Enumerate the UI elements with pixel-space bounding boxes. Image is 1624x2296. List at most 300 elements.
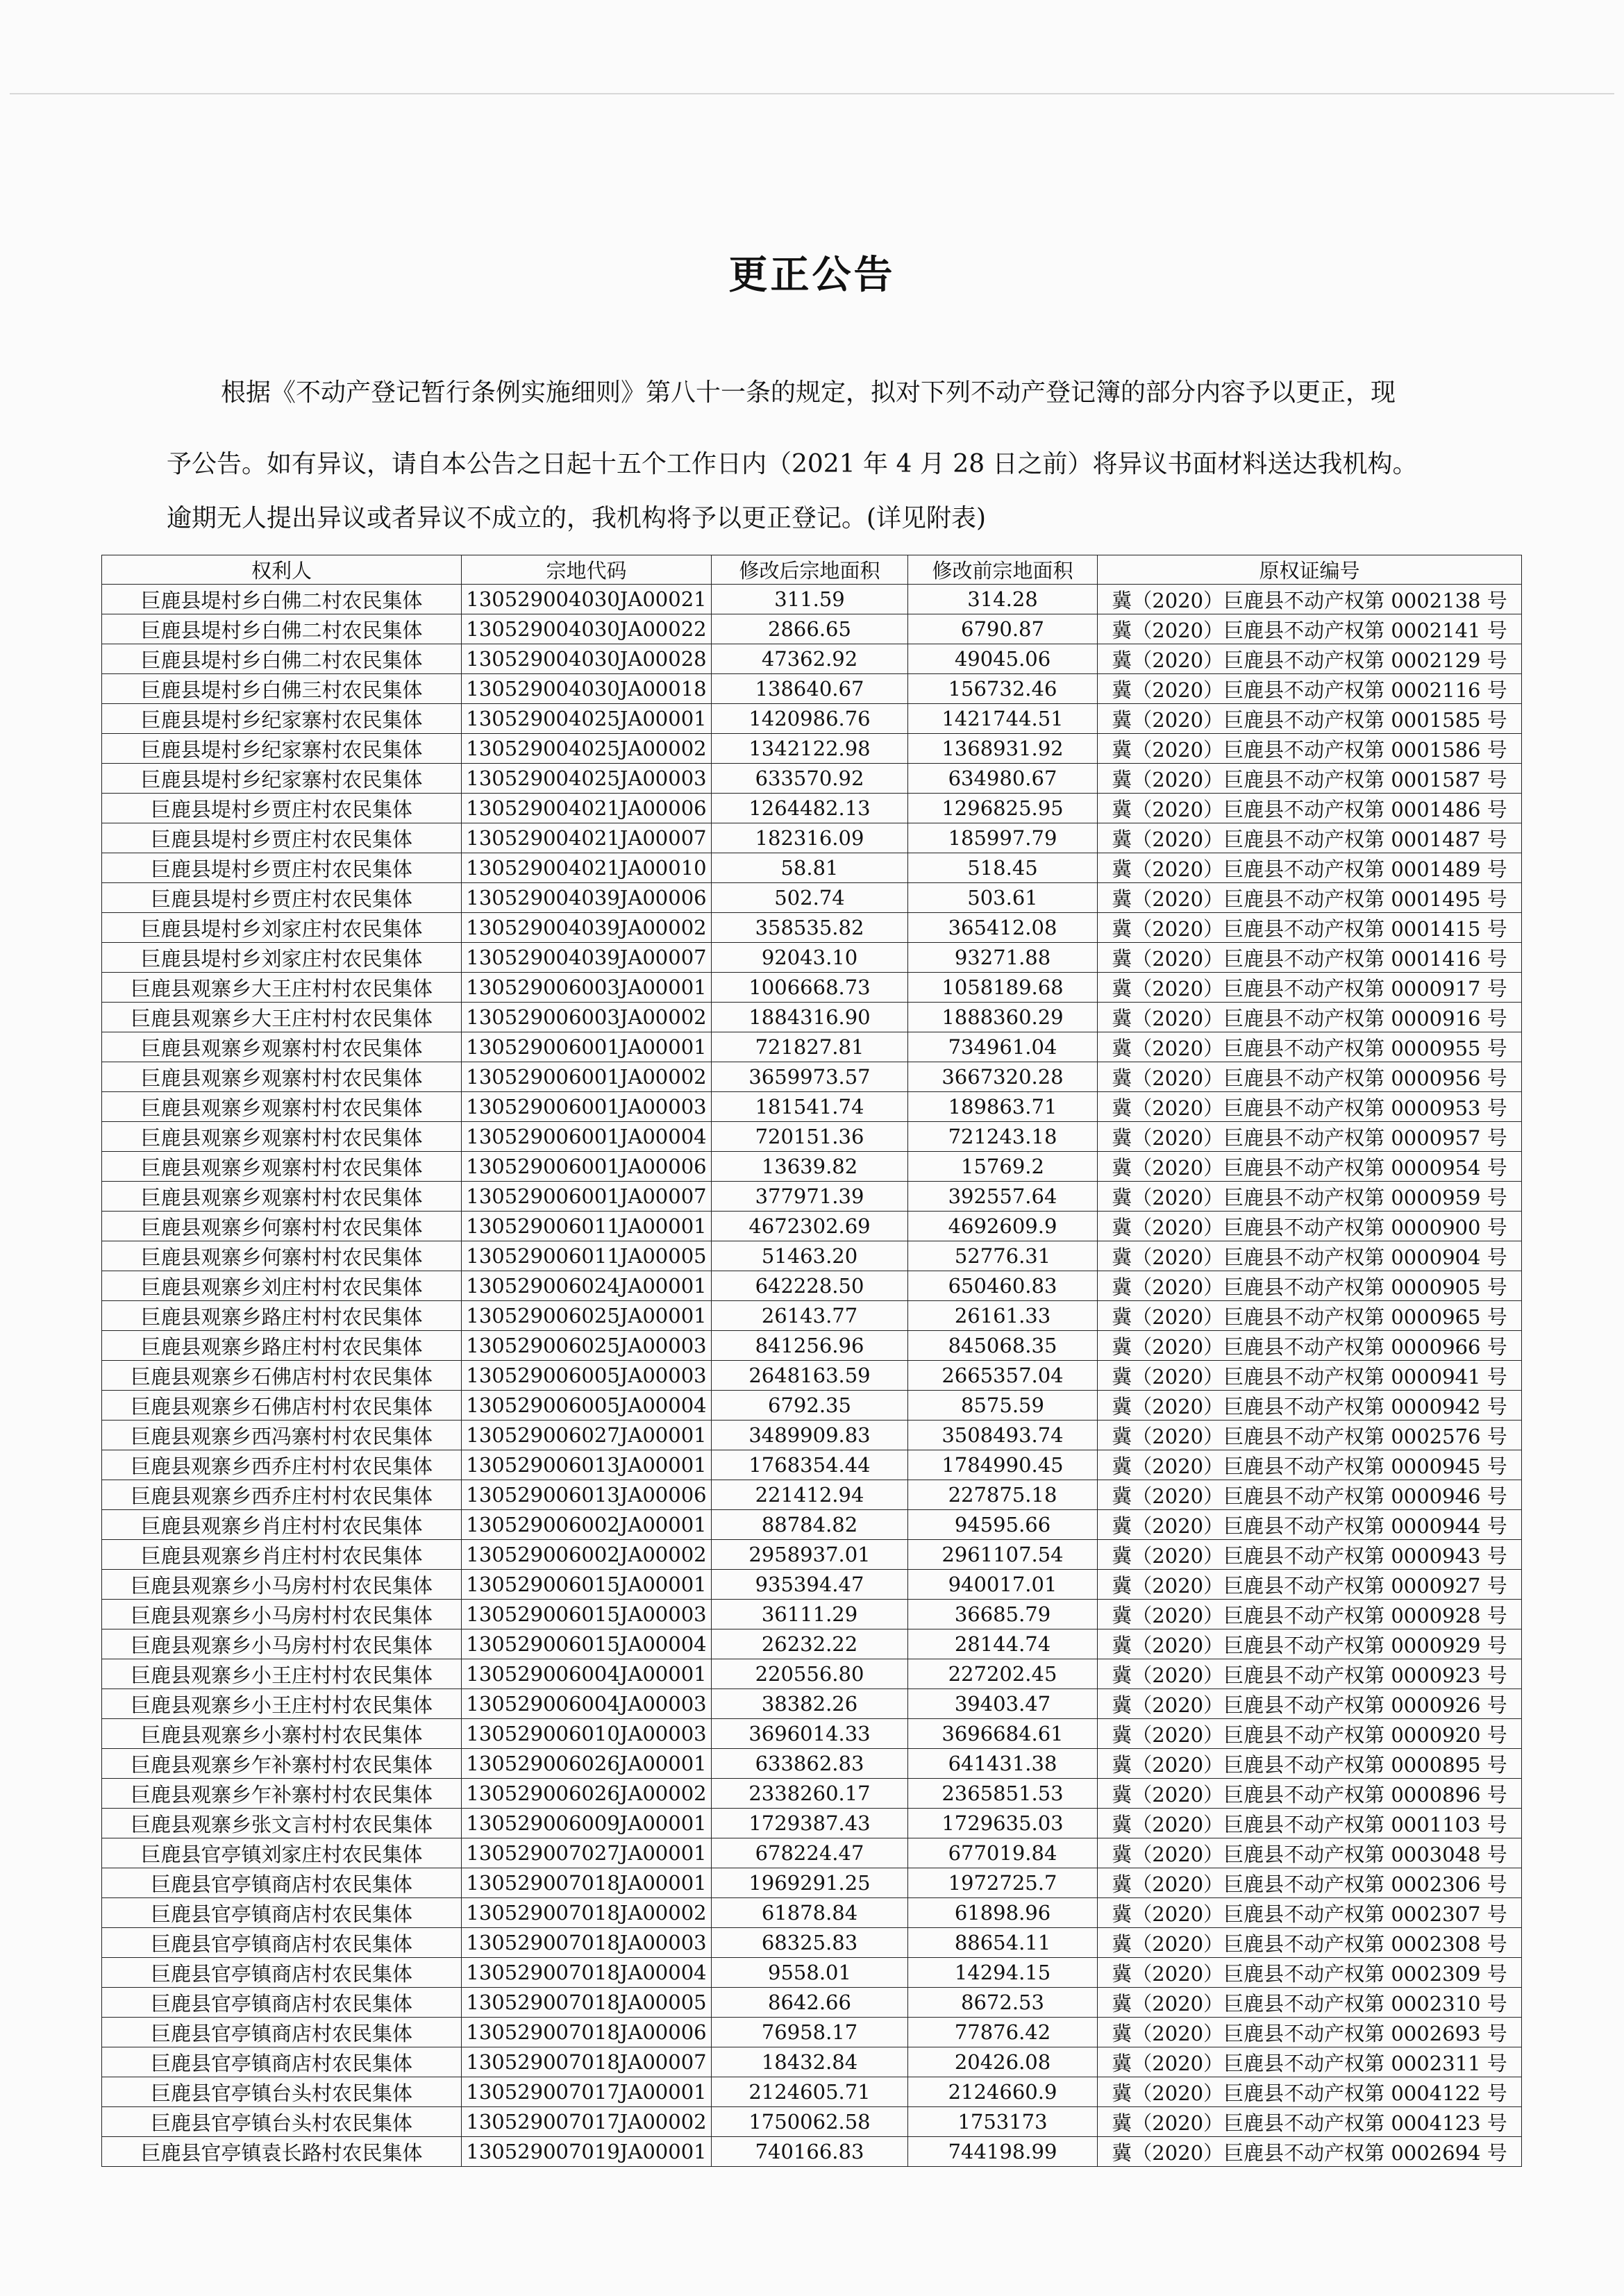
- cell-parcel-code: 130529006002JA00002: [462, 1540, 712, 1570]
- cell-area-after: 1969291.25: [712, 1868, 908, 1898]
- cell-owner: 巨鹿县观寨乡路庄村村农民集体: [102, 1301, 462, 1331]
- cell-area-before: 3667320.28: [908, 1062, 1098, 1092]
- cell-certificate-no: 冀（2020）巨鹿县不动产权第 0004123 号: [1098, 2107, 1522, 2137]
- table-row: [102, 1838, 1522, 1868]
- cell-area-after: 26143.77: [712, 1301, 908, 1331]
- cell-area-before: 39403.47: [908, 1689, 1098, 1719]
- cell-parcel-code: 130529004030JA00022: [462, 614, 712, 644]
- cell-owner: 巨鹿县观寨乡观寨村村农民集体: [102, 1152, 462, 1182]
- cell-parcel-code: 130529006001JA00006: [462, 1152, 712, 1182]
- cell-owner: 巨鹿县官亭镇商店村农民集体: [102, 2018, 462, 2047]
- cell-area-before: 3696684.61: [908, 1719, 1098, 1749]
- cell-certificate-no: 冀（2020）巨鹿县不动产权第 0000927 号: [1098, 1570, 1522, 1600]
- cell-certificate-no: 冀（2020）巨鹿县不动产权第 0002129 号: [1098, 644, 1522, 674]
- cell-certificate-no: 冀（2020）巨鹿县不动产权第 0000923 号: [1098, 1659, 1522, 1689]
- cell-parcel-code: 130529007018JA00002: [462, 1898, 712, 1928]
- cell-area-after: 2648163.59: [712, 1361, 908, 1391]
- cell-certificate-no: 冀（2020）巨鹿县不动产权第 0000895 号: [1098, 1749, 1522, 1779]
- cell-area-before: 1888360.29: [908, 1003, 1098, 1032]
- cell-parcel-code: 130529006001JA00004: [462, 1122, 712, 1152]
- cell-owner: 巨鹿县官亭镇商店村农民集体: [102, 1958, 462, 1988]
- cell-area-before: 1729635.03: [908, 1809, 1098, 1838]
- cell-area-before: 227875.18: [908, 1480, 1098, 1510]
- cell-area-after: 51463.20: [712, 1241, 908, 1271]
- table-row: [102, 1749, 1522, 1779]
- table-row: [102, 1689, 1522, 1719]
- cell-area-before: 4692609.9: [908, 1212, 1098, 1241]
- cell-owner: 巨鹿县官亭镇商店村农民集体: [102, 1928, 462, 1958]
- cell-certificate-no: 冀（2020）巨鹿县不动产权第 0000965 号: [1098, 1301, 1522, 1331]
- cell-area-before: 1972725.7: [908, 1868, 1098, 1898]
- cell-parcel-code: 130529006003JA00001: [462, 973, 712, 1003]
- cell-area-before: 88654.11: [908, 1928, 1098, 1958]
- cell-parcel-code: 130529006015JA00001: [462, 1570, 712, 1600]
- cell-certificate-no: 冀（2020）巨鹿县不动产权第 0002694 号: [1098, 2137, 1522, 2167]
- cell-area-before: 1421744.51: [908, 704, 1098, 734]
- cell-certificate-no: 冀（2020）巨鹿县不动产权第 0000905 号: [1098, 1271, 1522, 1301]
- cell-parcel-code: 130529007019JA00001: [462, 2137, 712, 2167]
- cell-area-before: 8575.59: [908, 1391, 1098, 1421]
- cell-area-after: 61878.84: [712, 1898, 908, 1928]
- notice-paragraph-line-1: 根据《不动产登记暂行条例实施细则》第八十一条的规定，拟对下列不动产登记簿的部分内容予以更正，现: [221, 378, 1396, 407]
- cell-owner: 巨鹿县观寨乡乍补寨村村农民集体: [102, 1779, 462, 1809]
- cell-certificate-no: 冀（2020）巨鹿县不动产权第 0002309 号: [1098, 1958, 1522, 1988]
- cell-area-before: 36685.79: [908, 1600, 1098, 1629]
- table-row: [102, 644, 1522, 674]
- cell-area-before: 3508493.74: [908, 1421, 1098, 1450]
- table-header-row: [102, 555, 1522, 585]
- table-row: [102, 1391, 1522, 1421]
- cell-area-before: 52776.31: [908, 1241, 1098, 1271]
- cell-certificate-no: 冀（2020）巨鹿县不动产权第 0000900 号: [1098, 1212, 1522, 1241]
- cell-parcel-code: 130529007027JA00001: [462, 1838, 712, 1868]
- cell-parcel-code: 130529007018JA00003: [462, 1928, 712, 1958]
- table-row: [102, 1719, 1522, 1749]
- cell-area-before: 227202.45: [908, 1659, 1098, 1689]
- cell-parcel-code: 130529006027JA00001: [462, 1421, 712, 1450]
- cell-area-after: 13639.82: [712, 1152, 908, 1182]
- cell-area-before: 634980.67: [908, 764, 1098, 794]
- cell-owner: 巨鹿县官亭镇刘家庄村农民集体: [102, 1838, 462, 1868]
- cell-area-before: 314.28: [908, 585, 1098, 614]
- cell-certificate-no: 冀（2020）巨鹿县不动产权第 0000929 号: [1098, 1629, 1522, 1659]
- cell-certificate-no: 冀（2020）巨鹿县不动产权第 0000920 号: [1098, 1719, 1522, 1749]
- cell-area-after: 182316.09: [712, 823, 908, 853]
- cell-certificate-no: 冀（2020）巨鹿县不动产权第 0000904 号: [1098, 1241, 1522, 1271]
- cell-certificate-no: 冀（2020）巨鹿县不动产权第 0002576 号: [1098, 1421, 1522, 1450]
- cell-certificate-no: 冀（2020）巨鹿县不动产权第 0000954 号: [1098, 1152, 1522, 1182]
- table-row: [102, 674, 1522, 704]
- cell-area-after: 502.74: [712, 883, 908, 913]
- cell-area-after: 633862.83: [712, 1749, 908, 1779]
- cell-parcel-code: 130529006005JA00003: [462, 1361, 712, 1391]
- cell-owner: 巨鹿县堤村乡白佛二村农民集体: [102, 644, 462, 674]
- cell-owner: 巨鹿县观寨乡西乔庄村村农民集体: [102, 1480, 462, 1510]
- cell-owner: 巨鹿县观寨乡刘庄村村农民集体: [102, 1271, 462, 1301]
- table-row: [102, 1779, 1522, 1809]
- table-row: [102, 585, 1522, 614]
- cell-parcel-code: 130529006013JA00006: [462, 1480, 712, 1510]
- notice-paragraph-line-3: 逾期无人提出异议或者异议不成立的，我机构将予以更正登记。(详见附表): [167, 504, 987, 533]
- table-row: [102, 704, 1522, 734]
- table-row: [102, 823, 1522, 853]
- cell-area-after: 92043.10: [712, 943, 908, 973]
- cell-certificate-no: 冀（2020）巨鹿县不动产权第 0001415 号: [1098, 913, 1522, 943]
- cell-parcel-code: 130529004039JA00007: [462, 943, 712, 973]
- table-row: [102, 1540, 1522, 1570]
- cell-area-before: 14294.15: [908, 1958, 1098, 1988]
- table-row: [102, 1062, 1522, 1092]
- cell-area-after: 3696014.33: [712, 1719, 908, 1749]
- cell-parcel-code: 130529006004JA00001: [462, 1659, 712, 1689]
- table-row: [102, 1301, 1522, 1331]
- cell-area-after: 1768354.44: [712, 1450, 908, 1480]
- cell-area-after: 2338260.17: [712, 1779, 908, 1809]
- cell-parcel-code: 130529007018JA00005: [462, 1988, 712, 2018]
- cell-parcel-code: 130529006003JA00002: [462, 1003, 712, 1032]
- table-row: [102, 1928, 1522, 1958]
- cell-owner: 巨鹿县堤村乡贾庄村农民集体: [102, 883, 462, 913]
- cell-area-before: 2124660.9: [908, 2077, 1098, 2107]
- table-row: [102, 1331, 1522, 1361]
- cell-owner: 巨鹿县观寨乡小寨村村农民集体: [102, 1719, 462, 1749]
- table-row: [102, 1958, 1522, 1988]
- cell-certificate-no: 冀（2020）巨鹿县不动产权第 0002141 号: [1098, 614, 1522, 644]
- table-row: [102, 1600, 1522, 1629]
- table-row: [102, 764, 1522, 794]
- cell-area-after: 721827.81: [712, 1032, 908, 1062]
- cell-certificate-no: 冀（2020）巨鹿县不动产权第 0004122 号: [1098, 2077, 1522, 2107]
- cell-area-before: 365412.08: [908, 913, 1098, 943]
- cell-area-before: 20426.08: [908, 2047, 1098, 2077]
- scan-edge-line: [10, 93, 1614, 94]
- header-certificate-no: 原权证编号: [1098, 555, 1522, 585]
- page-title: 更正公告: [728, 253, 896, 298]
- cell-owner: 巨鹿县观寨乡大王庄村村农民集体: [102, 973, 462, 1003]
- cell-owner: 巨鹿县官亭镇商店村农民集体: [102, 1988, 462, 2018]
- cell-owner: 巨鹿县观寨乡何寨村村农民集体: [102, 1212, 462, 1241]
- header-area-before: 修改前宗地面积: [908, 555, 1098, 585]
- cell-area-before: 1058189.68: [908, 973, 1098, 1003]
- cell-area-before: 26161.33: [908, 1301, 1098, 1331]
- table-row: [102, 2077, 1522, 2107]
- table-row: [102, 913, 1522, 943]
- cell-owner: 巨鹿县官亭镇商店村农民集体: [102, 1898, 462, 1928]
- cell-owner: 巨鹿县堤村乡白佛二村农民集体: [102, 585, 462, 614]
- cell-owner: 巨鹿县观寨乡张文言村村农民集体: [102, 1809, 462, 1838]
- cell-parcel-code: 130529006015JA00003: [462, 1600, 712, 1629]
- table-row: [102, 1152, 1522, 1182]
- table-row: [102, 1421, 1522, 1450]
- table-row: [102, 1868, 1522, 1898]
- cell-parcel-code: 130529006025JA00003: [462, 1331, 712, 1361]
- cell-certificate-no: 冀（2020）巨鹿县不动产权第 0000959 号: [1098, 1182, 1522, 1212]
- cell-parcel-code: 130529004021JA00007: [462, 823, 712, 853]
- cell-owner: 巨鹿县观寨乡乍补寨村村农民集体: [102, 1749, 462, 1779]
- cell-parcel-code: 130529004030JA00028: [462, 644, 712, 674]
- cell-parcel-code: 130529007018JA00007: [462, 2047, 712, 2077]
- table-row: [102, 1032, 1522, 1062]
- table-row: [102, 1510, 1522, 1540]
- cell-parcel-code: 130529006001JA00007: [462, 1182, 712, 1212]
- cell-certificate-no: 冀（2020）巨鹿县不动产权第 0002311 号: [1098, 2047, 1522, 2077]
- cell-certificate-no: 冀（2020）巨鹿县不动产权第 0002307 号: [1098, 1898, 1522, 1928]
- cell-owner: 巨鹿县堤村乡白佛三村农民集体: [102, 674, 462, 704]
- cell-owner: 巨鹿县观寨乡西乔庄村村农民集体: [102, 1450, 462, 1480]
- cell-area-after: 1420986.76: [712, 704, 908, 734]
- cell-owner: 巨鹿县观寨乡大王庄村村农民集体: [102, 1003, 462, 1032]
- cell-owner: 巨鹿县堤村乡贾庄村农民集体: [102, 794, 462, 823]
- cell-area-before: 15769.2: [908, 1152, 1098, 1182]
- cell-certificate-no: 冀（2020）巨鹿县不动产权第 0001486 号: [1098, 794, 1522, 823]
- table-row: [102, 794, 1522, 823]
- cell-parcel-code: 130529007018JA00004: [462, 1958, 712, 1988]
- cell-parcel-code: 130529007017JA00001: [462, 2077, 712, 2107]
- cell-owner: 巨鹿县堤村乡贾庄村农民集体: [102, 853, 462, 883]
- cell-area-before: 94595.66: [908, 1510, 1098, 1540]
- cell-certificate-no: 冀（2020）巨鹿县不动产权第 0000944 号: [1098, 1510, 1522, 1540]
- cell-certificate-no: 冀（2020）巨鹿县不动产权第 0000966 号: [1098, 1331, 1522, 1361]
- table-row: [102, 943, 1522, 973]
- table-row: [102, 614, 1522, 644]
- cell-parcel-code: 130529004025JA00003: [462, 764, 712, 794]
- table-row: [102, 734, 1522, 764]
- cell-area-after: 720151.36: [712, 1122, 908, 1152]
- cell-area-after: 68325.83: [712, 1928, 908, 1958]
- cell-parcel-code: 130529006013JA00001: [462, 1450, 712, 1480]
- cell-owner: 巨鹿县观寨乡路庄村村农民集体: [102, 1331, 462, 1361]
- cell-area-after: 2958937.01: [712, 1540, 908, 1570]
- cell-area-before: 2665357.04: [908, 1361, 1098, 1391]
- cell-certificate-no: 冀（2020）巨鹿县不动产权第 0001489 号: [1098, 853, 1522, 883]
- cell-owner: 巨鹿县官亭镇袁长路村农民集体: [102, 2137, 462, 2167]
- cell-owner: 巨鹿县堤村乡刘家庄村农民集体: [102, 943, 462, 973]
- cell-certificate-no: 冀（2020）巨鹿县不动产权第 0002306 号: [1098, 1868, 1522, 1898]
- cell-area-before: 6790.87: [908, 614, 1098, 644]
- cell-certificate-no: 冀（2020）巨鹿县不动产权第 0002310 号: [1098, 1988, 1522, 2018]
- cell-parcel-code: 130529006009JA00001: [462, 1809, 712, 1838]
- cell-parcel-code: 130529007018JA00006: [462, 2018, 712, 2047]
- table-row: [102, 2047, 1522, 2077]
- cell-certificate-no: 冀（2020）巨鹿县不动产权第 0001103 号: [1098, 1809, 1522, 1838]
- table-row: [102, 1212, 1522, 1241]
- cell-owner: 巨鹿县观寨乡石佛店村村农民集体: [102, 1361, 462, 1391]
- cell-certificate-no: 冀（2020）巨鹿县不动产权第 0002308 号: [1098, 1928, 1522, 1958]
- table-row: [102, 1659, 1522, 1689]
- cell-area-before: 744198.99: [908, 2137, 1098, 2167]
- cell-area-after: 88784.82: [712, 1510, 908, 1540]
- cell-certificate-no: 冀（2020）巨鹿县不动产权第 0001586 号: [1098, 734, 1522, 764]
- table-row: [102, 1570, 1522, 1600]
- cell-area-after: 58.81: [712, 853, 908, 883]
- cell-owner: 巨鹿县观寨乡小马房村村农民集体: [102, 1600, 462, 1629]
- cell-parcel-code: 130529007018JA00001: [462, 1868, 712, 1898]
- cell-area-after: 841256.96: [712, 1331, 908, 1361]
- cell-area-before: 1368931.92: [908, 734, 1098, 764]
- cell-certificate-no: 冀（2020）巨鹿县不动产权第 0002116 号: [1098, 674, 1522, 704]
- table-row: [102, 1122, 1522, 1152]
- cell-area-before: 2961107.54: [908, 1540, 1098, 1570]
- cell-area-before: 8672.53: [908, 1988, 1098, 2018]
- cell-area-before: 93271.88: [908, 943, 1098, 973]
- cell-owner: 巨鹿县观寨乡观寨村村农民集体: [102, 1032, 462, 1062]
- cell-area-after: 38382.26: [712, 1689, 908, 1719]
- cell-area-before: 940017.01: [908, 1570, 1098, 1600]
- cell-area-before: 2365851.53: [908, 1779, 1098, 1809]
- cell-parcel-code: 130529006011JA00001: [462, 1212, 712, 1241]
- cell-area-before: 392557.64: [908, 1182, 1098, 1212]
- cell-owner: 巨鹿县观寨乡观寨村村农民集体: [102, 1062, 462, 1092]
- cell-parcel-code: 130529007017JA00002: [462, 2107, 712, 2137]
- cell-owner: 巨鹿县观寨乡小王庄村村农民集体: [102, 1659, 462, 1689]
- cell-certificate-no: 冀（2020）巨鹿县不动产权第 0000956 号: [1098, 1062, 1522, 1092]
- cell-owner: 巨鹿县堤村乡纪家寨村农民集体: [102, 734, 462, 764]
- cell-parcel-code: 130529004039JA00002: [462, 913, 712, 943]
- cell-parcel-code: 130529006001JA00001: [462, 1032, 712, 1062]
- table-row: [102, 1361, 1522, 1391]
- cell-parcel-code: 130529006015JA00004: [462, 1629, 712, 1659]
- cell-parcel-code: 130529006005JA00004: [462, 1391, 712, 1421]
- cell-area-before: 650460.83: [908, 1271, 1098, 1301]
- cell-owner: 巨鹿县观寨乡西冯寨村村农民集体: [102, 1421, 462, 1450]
- cell-owner: 巨鹿县观寨乡小王庄村村农民集体: [102, 1689, 462, 1719]
- cell-area-after: 311.59: [712, 585, 908, 614]
- cell-owner: 巨鹿县观寨乡观寨村村农民集体: [102, 1092, 462, 1122]
- cell-owner: 巨鹿县官亭镇台头村农民集体: [102, 2077, 462, 2107]
- cell-owner: 巨鹿县官亭镇商店村农民集体: [102, 2047, 462, 2077]
- cell-area-before: 734961.04: [908, 1032, 1098, 1062]
- header-owner: 权利人: [102, 555, 462, 585]
- cell-certificate-no: 冀（2020）巨鹿县不动产权第 0000926 号: [1098, 1689, 1522, 1719]
- cell-certificate-no: 冀（2020）巨鹿县不动产权第 0000953 号: [1098, 1092, 1522, 1122]
- cell-owner: 巨鹿县堤村乡刘家庄村农民集体: [102, 913, 462, 943]
- cell-area-after: 358535.82: [712, 913, 908, 943]
- cell-owner: 巨鹿县堤村乡纪家寨村农民集体: [102, 764, 462, 794]
- cell-area-before: 185997.79: [908, 823, 1098, 853]
- cell-parcel-code: 130529006011JA00005: [462, 1241, 712, 1271]
- cell-parcel-code: 130529006001JA00002: [462, 1062, 712, 1092]
- cell-area-after: 678224.47: [712, 1838, 908, 1868]
- table-row: [102, 973, 1522, 1003]
- cell-certificate-no: 冀（2020）巨鹿县不动产权第 0001487 号: [1098, 823, 1522, 853]
- table-row: [102, 853, 1522, 883]
- cell-area-before: 1784990.45: [908, 1450, 1098, 1480]
- cell-parcel-code: 130529004030JA00018: [462, 674, 712, 704]
- cell-certificate-no: 冀（2020）巨鹿县不动产权第 0000916 号: [1098, 1003, 1522, 1032]
- cell-area-before: 49045.06: [908, 644, 1098, 674]
- cell-parcel-code: 130529004030JA00021: [462, 585, 712, 614]
- cell-area-before: 503.61: [908, 883, 1098, 913]
- table-row: [102, 1241, 1522, 1271]
- correction-table: [101, 555, 1522, 2167]
- table-row: [102, 883, 1522, 913]
- table-row: [102, 1092, 1522, 1122]
- cell-area-after: 3659973.57: [712, 1062, 908, 1092]
- table-row: [102, 1450, 1522, 1480]
- cell-parcel-code: 130529006024JA00001: [462, 1271, 712, 1301]
- table-row: [102, 2137, 1522, 2167]
- cell-area-after: 2124605.71: [712, 2077, 908, 2107]
- cell-certificate-no: 冀（2020）巨鹿县不动产权第 0001587 号: [1098, 764, 1522, 794]
- cell-parcel-code: 130529006001JA00003: [462, 1092, 712, 1122]
- cell-area-after: 18432.84: [712, 2047, 908, 2077]
- cell-parcel-code: 130529006010JA00003: [462, 1719, 712, 1749]
- cell-area-after: 1006668.73: [712, 973, 908, 1003]
- table-row: [102, 1182, 1522, 1212]
- cell-area-before: 677019.84: [908, 1838, 1098, 1868]
- table-row: [102, 1898, 1522, 1928]
- table-body: [102, 585, 1522, 2167]
- cell-parcel-code: 130529004025JA00002: [462, 734, 712, 764]
- cell-owner: 巨鹿县官亭镇台头村农民集体: [102, 2107, 462, 2137]
- cell-certificate-no: 冀（2020）巨鹿县不动产权第 0002138 号: [1098, 585, 1522, 614]
- cell-parcel-code: 130529006002JA00001: [462, 1510, 712, 1540]
- cell-area-after: 181541.74: [712, 1092, 908, 1122]
- cell-owner: 巨鹿县观寨乡何寨村村农民集体: [102, 1241, 462, 1271]
- cell-parcel-code: 130529004021JA00006: [462, 794, 712, 823]
- table-row: [102, 2107, 1522, 2137]
- cell-parcel-code: 130529004021JA00010: [462, 853, 712, 883]
- cell-area-after: 26232.22: [712, 1629, 908, 1659]
- notice-paragraph-line-2: 予公告。如有异议，请自本公告之日起十五个工作日内（2021 年 4 月 28 日之前）将异议书面材料送达我机构。: [167, 450, 1418, 478]
- cell-certificate-no: 冀（2020）巨鹿县不动产权第 0000957 号: [1098, 1122, 1522, 1152]
- cell-certificate-no: 冀（2020）巨鹿县不动产权第 0000946 号: [1098, 1480, 1522, 1510]
- cell-area-before: 1753173: [908, 2107, 1098, 2137]
- cell-area-after: 76958.17: [712, 2018, 908, 2047]
- table-row: [102, 1629, 1522, 1659]
- cell-parcel-code: 130529006026JA00002: [462, 1779, 712, 1809]
- cell-area-after: 1264482.13: [712, 794, 908, 823]
- cell-area-after: 8642.66: [712, 1988, 908, 2018]
- table-row: [102, 1809, 1522, 1838]
- cell-area-after: 935394.47: [712, 1570, 908, 1600]
- cell-area-after: 3489909.83: [712, 1421, 908, 1450]
- cell-owner: 巨鹿县堤村乡白佛二村农民集体: [102, 614, 462, 644]
- cell-owner: 巨鹿县观寨乡小马房村村农民集体: [102, 1629, 462, 1659]
- cell-owner: 巨鹿县观寨乡肖庄村村农民集体: [102, 1540, 462, 1570]
- cell-area-before: 1296825.95: [908, 794, 1098, 823]
- cell-area-after: 633570.92: [712, 764, 908, 794]
- cell-area-after: 6792.35: [712, 1391, 908, 1421]
- cell-area-after: 740166.83: [712, 2137, 908, 2167]
- table-row: [102, 2018, 1522, 2047]
- cell-certificate-no: 冀（2020）巨鹿县不动产权第 0000941 号: [1098, 1361, 1522, 1391]
- cell-parcel-code: 130529004039JA00006: [462, 883, 712, 913]
- cell-area-after: 1342122.98: [712, 734, 908, 764]
- cell-certificate-no: 冀（2020）巨鹿县不动产权第 0000917 号: [1098, 973, 1522, 1003]
- cell-certificate-no: 冀（2020）巨鹿县不动产权第 0000943 号: [1098, 1540, 1522, 1570]
- header-area-after: 修改后宗地面积: [712, 555, 908, 585]
- cell-area-after: 2866.65: [712, 614, 908, 644]
- cell-owner: 巨鹿县观寨乡肖庄村村农民集体: [102, 1510, 462, 1540]
- cell-area-before: 28144.74: [908, 1629, 1098, 1659]
- cell-parcel-code: 130529006004JA00003: [462, 1689, 712, 1719]
- cell-owner: 巨鹿县堤村乡贾庄村农民集体: [102, 823, 462, 853]
- cell-certificate-no: 冀（2020）巨鹿县不动产权第 0002693 号: [1098, 2018, 1522, 2047]
- cell-area-after: 221412.94: [712, 1480, 908, 1510]
- cell-certificate-no: 冀（2020）巨鹿县不动产权第 0000928 号: [1098, 1600, 1522, 1629]
- cell-parcel-code: 130529004025JA00001: [462, 704, 712, 734]
- table-row: [102, 1480, 1522, 1510]
- cell-certificate-no: 冀（2020）巨鹿县不动产权第 0001416 号: [1098, 943, 1522, 973]
- cell-owner: 巨鹿县观寨乡观寨村村农民集体: [102, 1182, 462, 1212]
- cell-parcel-code: 130529006026JA00001: [462, 1749, 712, 1779]
- cell-area-after: 1750062.58: [712, 2107, 908, 2137]
- cell-certificate-no: 冀（2020）巨鹿县不动产权第 0000945 号: [1098, 1450, 1522, 1480]
- cell-owner: 巨鹿县堤村乡纪家寨村农民集体: [102, 704, 462, 734]
- cell-area-before: 189863.71: [908, 1092, 1098, 1122]
- cell-certificate-no: 冀（2020）巨鹿县不动产权第 0001495 号: [1098, 883, 1522, 913]
